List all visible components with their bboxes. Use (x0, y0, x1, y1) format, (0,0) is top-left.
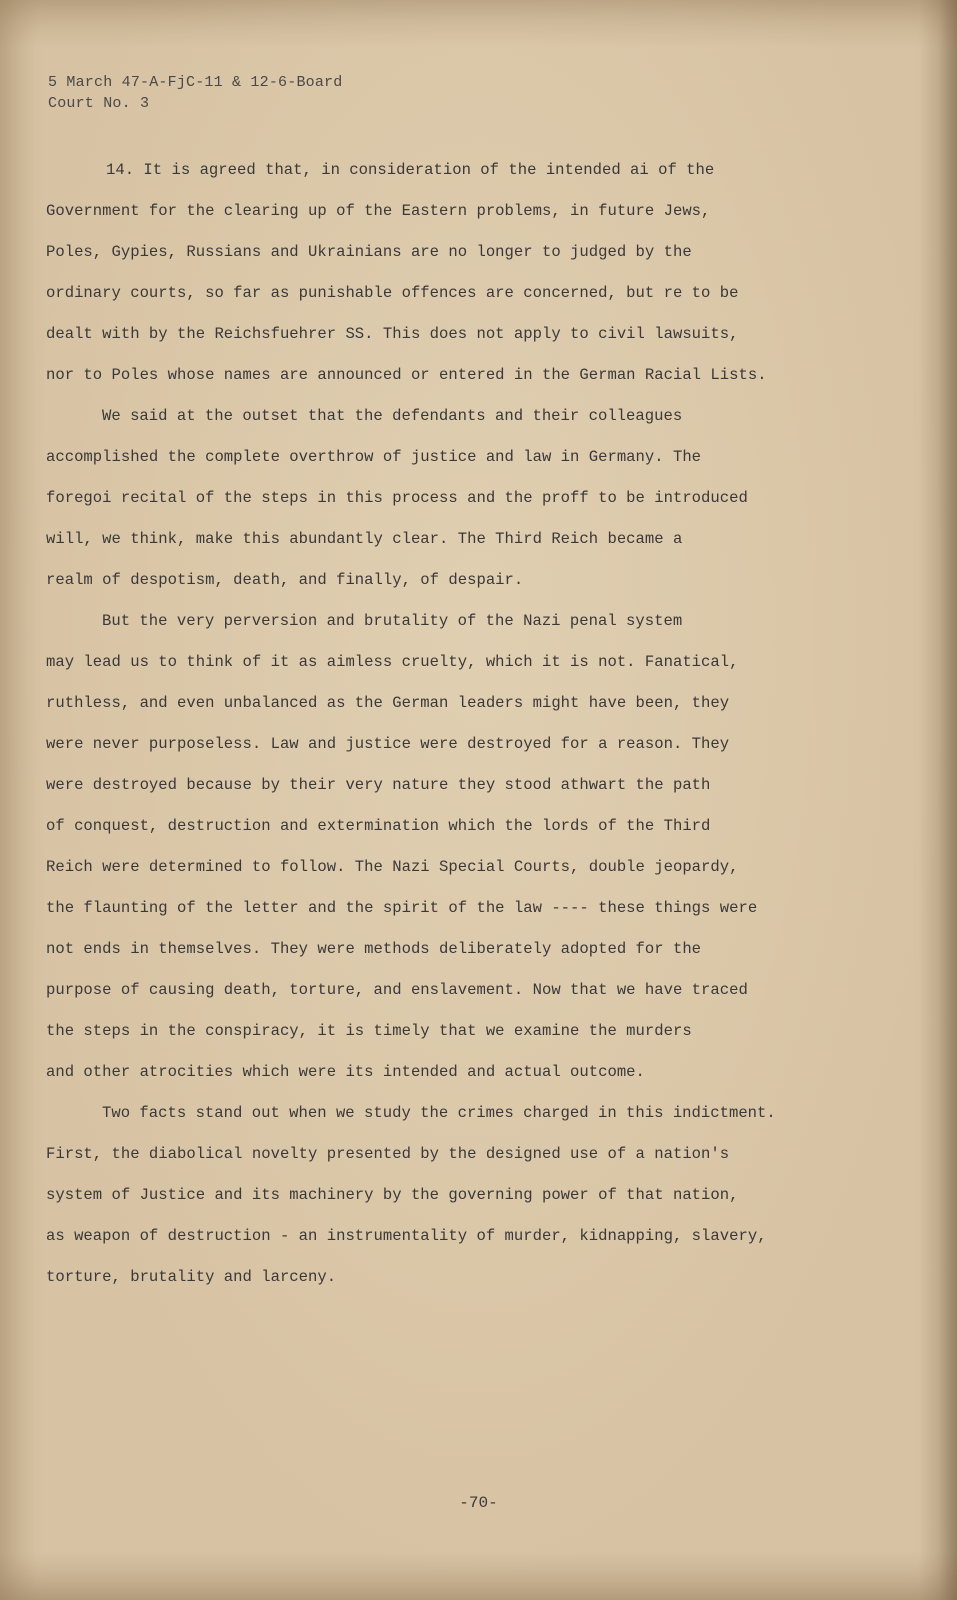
paragraph-3-line-6: of conquest, destruction and extermination which the lords of the Third (46, 817, 711, 835)
paragraph-4-line-3: system of Justice and its machinery by the governing power of that nation, (46, 1186, 739, 1204)
paragraph-14-line-3: Poles, Gypies, Russians and Ukrainians are no longer to judged by the (46, 243, 692, 261)
paragraph-3-line-4: were never purposeless. Law and justice were destroyed for a reason. They (46, 735, 730, 753)
paragraph-14-line-1: 14. It is agreed that, in consideration of the intended ai of the (106, 161, 715, 179)
paragraph-2-line-1: We said at the outset that the defendants and their colleagues (102, 407, 683, 425)
paragraph-3-line-10: purpose of causing death, torture, and enslavement. Now that we have traced (46, 981, 748, 999)
paragraph-14-line-2: Government for the clearing up of the Eastern problems, in future Jews, (46, 202, 711, 220)
paragraph-4-line-5: torture, brutality and larceny. (46, 1268, 337, 1286)
page-number: -70- (459, 1494, 498, 1512)
header-docket-line: 5 March 47-A-FjC-11 & 12-6-Board (48, 74, 343, 91)
paragraph-3-line-12: and other atrocities which were its intended and actual outcome. (46, 1063, 645, 1081)
paragraph-3-line-11: the steps in the conspiracy, it is timely that we examine the murders (46, 1022, 692, 1040)
paragraph-14-line-5: dealt with by the Reichsfuehrer SS. This does not apply to civil lawsuits, (46, 325, 739, 343)
header-court-line: Court No. 3 (48, 95, 150, 112)
paragraph-2-line-5: realm of despotism, death, and finally, of despair. (46, 571, 524, 589)
document-body (46, 150, 846, 1298)
paragraph-3-line-8: the flaunting of the letter and the spirit of the law ---- these things were (46, 899, 758, 917)
paragraph-3-line-5: were destroyed because by their very nature they stood athwart the path (46, 776, 711, 794)
paragraph-4-line-1: Two facts stand out when we study the crimes charged in this indictment. (102, 1104, 776, 1122)
paragraph-14-line-4: ordinary courts, so far as punishable offences are concerned, but re to be (46, 284, 739, 302)
page-edge-shadow (939, 0, 957, 1600)
paragraph-2-line-2: accomplished the complete overthrow of justice and law in Germany. The (46, 448, 702, 466)
paragraph-4-line-2: First, the diabolical novelty presented by the designed use of a nation's (46, 1145, 730, 1163)
paragraph-3-line-2: may lead us to think of it as aimless cruelty, which it is not. Fanatical, (46, 653, 739, 671)
paragraph-3-line-7: Reich were determined to follow. The Nazi Special Courts, double jeopardy, (46, 858, 739, 876)
paragraph-14-line-6: nor to Poles whose names are announced or entered in the German Racial Lists. (46, 366, 767, 384)
paragraph-2-line-3: foregoi recital of the steps in this process and the proff to be introduced (46, 489, 748, 507)
document-header (48, 72, 342, 114)
paragraph-3-line-1: But the very perversion and brutality of the Nazi penal system (102, 612, 683, 630)
paragraph-4-line-4: as weapon of destruction - an instrumentality of murder, kidnapping, slavery, (46, 1227, 767, 1245)
paragraph-3-line-3: ruthless, and even unbalanced as the German leaders might have been, they (46, 694, 730, 712)
paragraph-3-line-9: not ends in themselves. They were methods deliberately adopted for the (46, 940, 702, 958)
paragraph-2-line-4: will, we think, make this abundantly clear. The Third Reich became a (46, 530, 683, 548)
